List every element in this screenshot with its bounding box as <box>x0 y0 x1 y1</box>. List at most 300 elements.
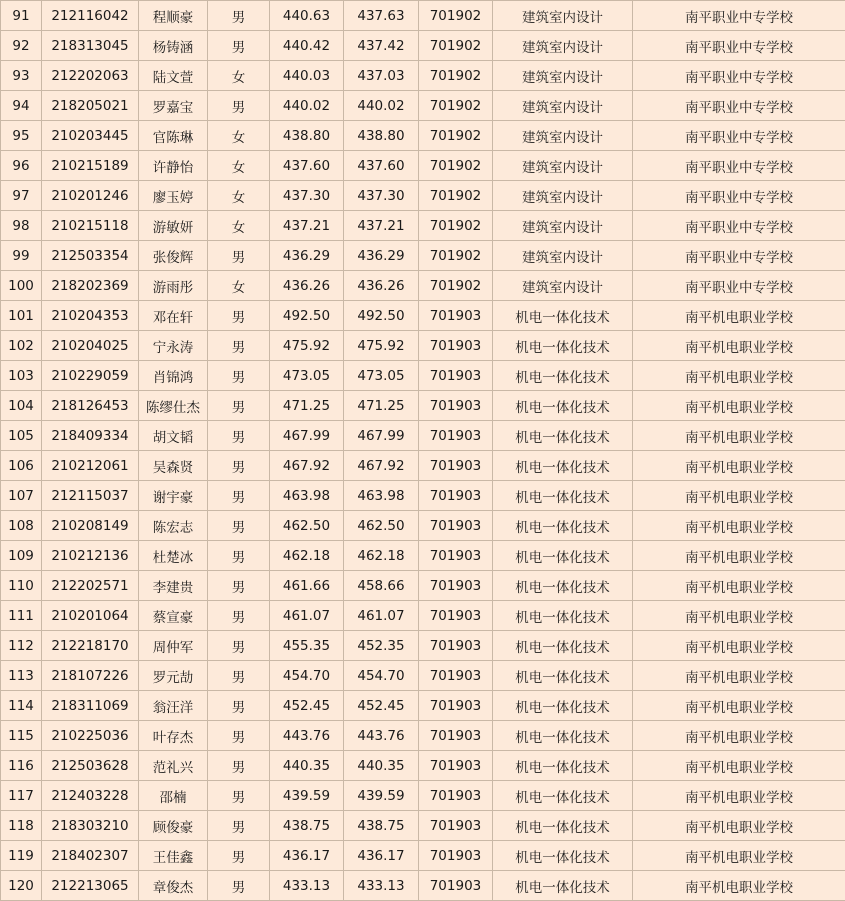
name-cell: 宁永涛 <box>139 331 208 361</box>
school-cell: 南平职业中专学校 <box>633 91 845 121</box>
exam-id-cell: 218126453 <box>42 391 139 421</box>
major-cell: 机电一体化技术 <box>493 451 633 481</box>
major-cell: 机电一体化技术 <box>493 811 633 841</box>
row-number-cell: 93 <box>1 61 42 91</box>
score-cell: 461.07 <box>270 601 344 631</box>
exam-id-cell: 210215189 <box>42 151 139 181</box>
row-number-cell: 99 <box>1 241 42 271</box>
adjusted-score-cell: 467.92 <box>344 451 419 481</box>
table-row <box>1 691 845 721</box>
name-cell: 吴森贤 <box>139 451 208 481</box>
name-cell: 顾俊豪 <box>139 811 208 841</box>
code-cell: 701902 <box>419 121 493 151</box>
exam-id-cell: 210225036 <box>42 721 139 751</box>
major-cell: 机电一体化技术 <box>493 691 633 721</box>
gender-cell: 女 <box>208 61 270 91</box>
name-cell: 李建贵 <box>139 571 208 601</box>
exam-id-cell: 212503354 <box>42 241 139 271</box>
exam-id-cell: 212218170 <box>42 631 139 661</box>
major-cell: 建筑室内设计 <box>493 91 633 121</box>
code-cell: 701903 <box>419 421 493 451</box>
gender-cell: 男 <box>208 631 270 661</box>
school-cell: 南平职业中专学校 <box>633 241 845 271</box>
major-cell: 建筑室内设计 <box>493 271 633 301</box>
name-cell: 叶存杰 <box>139 721 208 751</box>
major-cell: 机电一体化技术 <box>493 781 633 811</box>
name-cell: 罗元劼 <box>139 661 208 691</box>
school-cell: 南平机电职业学校 <box>633 301 845 331</box>
school-cell: 南平职业中专学校 <box>633 31 845 61</box>
row-number-cell: 115 <box>1 721 42 751</box>
exam-id-cell: 218107226 <box>42 661 139 691</box>
adjusted-score-cell: 454.70 <box>344 661 419 691</box>
name-cell: 许静怡 <box>139 151 208 181</box>
table-row <box>1 571 845 601</box>
row-number-cell: 103 <box>1 361 42 391</box>
table-row <box>1 61 845 91</box>
table-body <box>1 1 845 901</box>
row-number-cell: 91 <box>1 1 42 31</box>
adjusted-score-cell: 467.99 <box>344 421 419 451</box>
name-cell: 杨铸涵 <box>139 31 208 61</box>
score-cell: 492.50 <box>270 301 344 331</box>
exam-id-cell: 212202571 <box>42 571 139 601</box>
name-cell: 陆文萱 <box>139 61 208 91</box>
name-cell: 胡文韬 <box>139 421 208 451</box>
school-cell: 南平机电职业学校 <box>633 451 845 481</box>
name-cell: 游敏妍 <box>139 211 208 241</box>
score-cell: 467.99 <box>270 421 344 451</box>
table-row <box>1 361 845 391</box>
adjusted-score-cell: 462.18 <box>344 541 419 571</box>
code-cell: 701903 <box>419 751 493 781</box>
school-cell: 南平机电职业学校 <box>633 571 845 601</box>
table-row <box>1 301 845 331</box>
name-cell: 翁汪洋 <box>139 691 208 721</box>
table-row <box>1 781 845 811</box>
name-cell: 官陈琳 <box>139 121 208 151</box>
code-cell: 701903 <box>419 301 493 331</box>
table-row <box>1 31 845 61</box>
gender-cell: 男 <box>208 811 270 841</box>
row-number-cell: 92 <box>1 31 42 61</box>
gender-cell: 男 <box>208 331 270 361</box>
gender-cell: 男 <box>208 541 270 571</box>
name-cell: 罗嘉宝 <box>139 91 208 121</box>
table-row <box>1 151 845 181</box>
major-cell: 机电一体化技术 <box>493 601 633 631</box>
exam-id-cell: 210201064 <box>42 601 139 631</box>
exam-id-cell: 212115037 <box>42 481 139 511</box>
school-cell: 南平机电职业学校 <box>633 751 845 781</box>
row-number-cell: 98 <box>1 211 42 241</box>
table-row <box>1 331 845 361</box>
adjusted-score-cell: 439.59 <box>344 781 419 811</box>
major-cell: 机电一体化技术 <box>493 841 633 871</box>
adjusted-score-cell: 492.50 <box>344 301 419 331</box>
code-cell: 701903 <box>419 841 493 871</box>
score-cell: 462.18 <box>270 541 344 571</box>
row-number-cell: 114 <box>1 691 42 721</box>
score-cell: 452.45 <box>270 691 344 721</box>
major-cell: 机电一体化技术 <box>493 361 633 391</box>
major-cell: 机电一体化技术 <box>493 541 633 571</box>
adjusted-score-cell: 433.13 <box>344 871 419 901</box>
code-cell: 701903 <box>419 601 493 631</box>
major-cell: 建筑室内设计 <box>493 181 633 211</box>
code-cell: 701903 <box>419 361 493 391</box>
school-cell: 南平职业中专学校 <box>633 61 845 91</box>
gender-cell: 女 <box>208 181 270 211</box>
table-row <box>1 811 845 841</box>
score-cell: 436.17 <box>270 841 344 871</box>
name-cell: 谢宇豪 <box>139 481 208 511</box>
table-row <box>1 631 845 661</box>
gender-cell: 男 <box>208 1 270 31</box>
row-number-cell: 94 <box>1 91 42 121</box>
school-cell: 南平机电职业学校 <box>633 541 845 571</box>
major-cell: 建筑室内设计 <box>493 31 633 61</box>
code-cell: 701903 <box>419 781 493 811</box>
school-cell: 南平机电职业学校 <box>633 811 845 841</box>
major-cell: 建筑室内设计 <box>493 211 633 241</box>
code-cell: 701903 <box>419 511 493 541</box>
adjusted-score-cell: 438.75 <box>344 811 419 841</box>
score-cell: 471.25 <box>270 391 344 421</box>
score-cell: 438.80 <box>270 121 344 151</box>
gender-cell: 男 <box>208 601 270 631</box>
major-cell: 机电一体化技术 <box>493 331 633 361</box>
gender-cell: 男 <box>208 421 270 451</box>
gender-cell: 男 <box>208 511 270 541</box>
adjusted-score-cell: 443.76 <box>344 721 419 751</box>
school-cell: 南平职业中专学校 <box>633 181 845 211</box>
code-cell: 701903 <box>419 331 493 361</box>
adjusted-score-cell: 475.92 <box>344 331 419 361</box>
adjusted-score-cell: 436.26 <box>344 271 419 301</box>
school-cell: 南平机电职业学校 <box>633 691 845 721</box>
name-cell: 周仲军 <box>139 631 208 661</box>
table-row <box>1 661 845 691</box>
code-cell: 701903 <box>419 871 493 901</box>
score-cell: 437.21 <box>270 211 344 241</box>
name-cell: 程顺豪 <box>139 1 208 31</box>
exam-id-cell: 210212061 <box>42 451 139 481</box>
major-cell: 机电一体化技术 <box>493 301 633 331</box>
code-cell: 701902 <box>419 271 493 301</box>
school-cell: 南平机电职业学校 <box>633 391 845 421</box>
code-cell: 701903 <box>419 691 493 721</box>
major-cell: 建筑室内设计 <box>493 61 633 91</box>
row-number-cell: 95 <box>1 121 42 151</box>
name-cell: 章俊杰 <box>139 871 208 901</box>
table-row <box>1 1 845 31</box>
score-cell: 443.76 <box>270 721 344 751</box>
code-cell: 701902 <box>419 181 493 211</box>
gender-cell: 女 <box>208 271 270 301</box>
major-cell: 建筑室内设计 <box>493 121 633 151</box>
code-cell: 701903 <box>419 391 493 421</box>
exam-id-cell: 212202063 <box>42 61 139 91</box>
exam-id-cell: 210208149 <box>42 511 139 541</box>
school-cell: 南平机电职业学校 <box>633 871 845 901</box>
row-number-cell: 120 <box>1 871 42 901</box>
adjusted-score-cell: 462.50 <box>344 511 419 541</box>
adjusted-score-cell: 436.29 <box>344 241 419 271</box>
score-cell: 437.30 <box>270 181 344 211</box>
row-number-cell: 116 <box>1 751 42 781</box>
row-number-cell: 104 <box>1 391 42 421</box>
exam-id-cell: 210215118 <box>42 211 139 241</box>
name-cell: 陈宏志 <box>139 511 208 541</box>
table-row <box>1 241 845 271</box>
adjusted-score-cell: 452.35 <box>344 631 419 661</box>
name-cell: 蔡宣豪 <box>139 601 208 631</box>
row-number-cell: 102 <box>1 331 42 361</box>
row-number-cell: 97 <box>1 181 42 211</box>
score-cell: 440.42 <box>270 31 344 61</box>
school-cell: 南平职业中专学校 <box>633 151 845 181</box>
name-cell: 邓在轩 <box>139 301 208 331</box>
major-cell: 机电一体化技术 <box>493 481 633 511</box>
table-row <box>1 601 845 631</box>
name-cell: 张俊辉 <box>139 241 208 271</box>
adjusted-score-cell: 437.21 <box>344 211 419 241</box>
code-cell: 701903 <box>419 451 493 481</box>
code-cell: 701902 <box>419 61 493 91</box>
adjusted-score-cell: 437.03 <box>344 61 419 91</box>
score-cell: 440.03 <box>270 61 344 91</box>
gender-cell: 男 <box>208 721 270 751</box>
table-row <box>1 211 845 241</box>
gender-cell: 女 <box>208 211 270 241</box>
gender-cell: 男 <box>208 691 270 721</box>
table-row <box>1 271 845 301</box>
school-cell: 南平职业中专学校 <box>633 121 845 151</box>
score-cell: 440.35 <box>270 751 344 781</box>
major-cell: 机电一体化技术 <box>493 391 633 421</box>
score-cell: 462.50 <box>270 511 344 541</box>
code-cell: 701902 <box>419 211 493 241</box>
row-number-cell: 111 <box>1 601 42 631</box>
code-cell: 701903 <box>419 481 493 511</box>
row-number-cell: 119 <box>1 841 42 871</box>
score-cell: 436.29 <box>270 241 344 271</box>
gender-cell: 男 <box>208 571 270 601</box>
score-cell: 454.70 <box>270 661 344 691</box>
row-number-cell: 112 <box>1 631 42 661</box>
major-cell: 机电一体化技术 <box>493 421 633 451</box>
table-row <box>1 421 845 451</box>
score-cell: 455.35 <box>270 631 344 661</box>
row-number-cell: 100 <box>1 271 42 301</box>
score-cell: 433.13 <box>270 871 344 901</box>
table-row <box>1 511 845 541</box>
exam-id-cell: 218303210 <box>42 811 139 841</box>
major-cell: 机电一体化技术 <box>493 721 633 751</box>
code-cell: 701903 <box>419 721 493 751</box>
row-number-cell: 113 <box>1 661 42 691</box>
school-cell: 南平机电职业学校 <box>633 841 845 871</box>
score-cell: 475.92 <box>270 331 344 361</box>
school-cell: 南平机电职业学校 <box>633 361 845 391</box>
score-cell: 436.26 <box>270 271 344 301</box>
adjusted-score-cell: 437.63 <box>344 1 419 31</box>
school-cell: 南平职业中专学校 <box>633 271 845 301</box>
major-cell: 建筑室内设计 <box>493 1 633 31</box>
row-number-cell: 118 <box>1 811 42 841</box>
row-number-cell: 110 <box>1 571 42 601</box>
score-cell: 473.05 <box>270 361 344 391</box>
major-cell: 机电一体化技术 <box>493 631 633 661</box>
row-number-cell: 106 <box>1 451 42 481</box>
adjusted-score-cell: 437.30 <box>344 181 419 211</box>
code-cell: 701902 <box>419 241 493 271</box>
name-cell: 邵楠 <box>139 781 208 811</box>
row-number-cell: 109 <box>1 541 42 571</box>
exam-id-cell: 218205021 <box>42 91 139 121</box>
school-cell: 南平职业中专学校 <box>633 211 845 241</box>
adjusted-score-cell: 463.98 <box>344 481 419 511</box>
code-cell: 701903 <box>419 811 493 841</box>
exam-id-cell: 212403228 <box>42 781 139 811</box>
gender-cell: 男 <box>208 31 270 61</box>
name-cell: 王佳鑫 <box>139 841 208 871</box>
score-cell: 440.63 <box>270 1 344 31</box>
gender-cell: 男 <box>208 871 270 901</box>
exam-id-cell: 218409334 <box>42 421 139 451</box>
adjusted-score-cell: 440.35 <box>344 751 419 781</box>
adjusted-score-cell: 437.42 <box>344 31 419 61</box>
gender-cell: 男 <box>208 781 270 811</box>
code-cell: 701902 <box>419 151 493 181</box>
adjusted-score-cell: 452.45 <box>344 691 419 721</box>
name-cell: 廖玉婷 <box>139 181 208 211</box>
major-cell: 机电一体化技术 <box>493 751 633 781</box>
gender-cell: 男 <box>208 751 270 781</box>
gender-cell: 男 <box>208 841 270 871</box>
major-cell: 机电一体化技术 <box>493 661 633 691</box>
exam-id-cell: 218402307 <box>42 841 139 871</box>
gender-cell: 男 <box>208 481 270 511</box>
table-row <box>1 721 845 751</box>
code-cell: 701902 <box>419 31 493 61</box>
score-cell: 467.92 <box>270 451 344 481</box>
code-cell: 701903 <box>419 541 493 571</box>
score-cell: 439.59 <box>270 781 344 811</box>
school-cell: 南平机电职业学校 <box>633 511 845 541</box>
gender-cell: 女 <box>208 121 270 151</box>
adjusted-score-cell: 436.17 <box>344 841 419 871</box>
table-row <box>1 481 845 511</box>
school-cell: 南平机电职业学校 <box>633 331 845 361</box>
table-row <box>1 451 845 481</box>
adjusted-score-cell: 458.66 <box>344 571 419 601</box>
name-cell: 范礼兴 <box>139 751 208 781</box>
exam-id-cell: 210201246 <box>42 181 139 211</box>
code-cell: 701903 <box>419 661 493 691</box>
gender-cell: 男 <box>208 451 270 481</box>
adjusted-score-cell: 440.02 <box>344 91 419 121</box>
row-number-cell: 108 <box>1 511 42 541</box>
table-row <box>1 91 845 121</box>
exam-id-cell: 210212136 <box>42 541 139 571</box>
exam-id-cell: 210229059 <box>42 361 139 391</box>
exam-id-cell: 218313045 <box>42 31 139 61</box>
gender-cell: 男 <box>208 301 270 331</box>
exam-id-cell: 212503628 <box>42 751 139 781</box>
school-cell: 南平机电职业学校 <box>633 481 845 511</box>
major-cell: 建筑室内设计 <box>493 241 633 271</box>
school-cell: 南平机电职业学校 <box>633 781 845 811</box>
row-number-cell: 105 <box>1 421 42 451</box>
adjusted-score-cell: 473.05 <box>344 361 419 391</box>
school-cell: 南平机电职业学校 <box>633 631 845 661</box>
row-number-cell: 101 <box>1 301 42 331</box>
name-cell: 肖锦鸿 <box>139 361 208 391</box>
exam-id-cell: 218311069 <box>42 691 139 721</box>
row-number-cell: 107 <box>1 481 42 511</box>
school-cell: 南平机电职业学校 <box>633 721 845 751</box>
exam-id-cell: 210204353 <box>42 301 139 331</box>
exam-id-cell: 212213065 <box>42 871 139 901</box>
table-row <box>1 391 845 421</box>
name-cell: 游雨彤 <box>139 271 208 301</box>
score-cell: 438.75 <box>270 811 344 841</box>
adjusted-score-cell: 437.60 <box>344 151 419 181</box>
table-row <box>1 751 845 781</box>
score-cell: 440.02 <box>270 91 344 121</box>
gender-cell: 男 <box>208 661 270 691</box>
major-cell: 机电一体化技术 <box>493 511 633 541</box>
gender-cell: 男 <box>208 391 270 421</box>
code-cell: 701903 <box>419 571 493 601</box>
code-cell: 701902 <box>419 1 493 31</box>
table-row <box>1 871 845 901</box>
major-cell: 机电一体化技术 <box>493 871 633 901</box>
gender-cell: 女 <box>208 151 270 181</box>
school-cell: 南平机电职业学校 <box>633 661 845 691</box>
score-cell: 437.60 <box>270 151 344 181</box>
score-cell: 461.66 <box>270 571 344 601</box>
major-cell: 机电一体化技术 <box>493 571 633 601</box>
table-row <box>1 121 845 151</box>
exam-id-cell: 218202369 <box>42 271 139 301</box>
school-cell: 南平机电职业学校 <box>633 601 845 631</box>
adjusted-score-cell: 461.07 <box>344 601 419 631</box>
school-cell: 南平机电职业学校 <box>633 421 845 451</box>
code-cell: 701903 <box>419 631 493 661</box>
table-row <box>1 541 845 571</box>
row-number-cell: 117 <box>1 781 42 811</box>
adjusted-score-cell: 438.80 <box>344 121 419 151</box>
gender-cell: 男 <box>208 241 270 271</box>
score-cell: 463.98 <box>270 481 344 511</box>
row-number-cell: 96 <box>1 151 42 181</box>
gender-cell: 男 <box>208 361 270 391</box>
major-cell: 建筑室内设计 <box>493 151 633 181</box>
code-cell: 701902 <box>419 91 493 121</box>
exam-id-cell: 210204025 <box>42 331 139 361</box>
adjusted-score-cell: 471.25 <box>344 391 419 421</box>
exam-id-cell: 210203445 <box>42 121 139 151</box>
table-row <box>1 181 845 211</box>
name-cell: 陈缪仕杰 <box>139 391 208 421</box>
school-cell: 南平职业中专学校 <box>633 1 845 31</box>
gender-cell: 男 <box>208 91 270 121</box>
table-row <box>1 841 845 871</box>
exam-id-cell: 212116042 <box>42 1 139 31</box>
